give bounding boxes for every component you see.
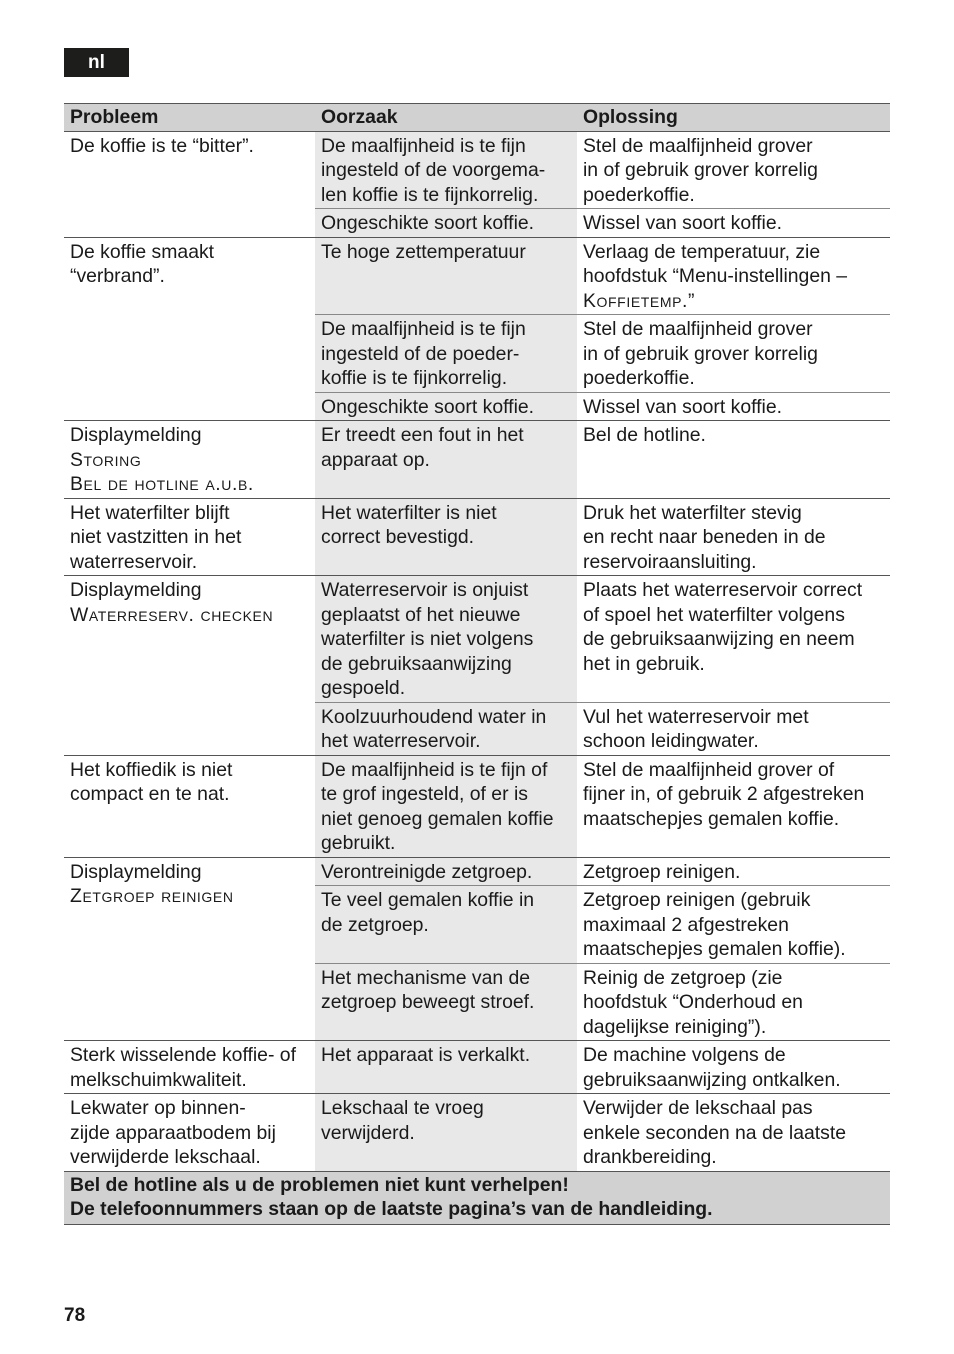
solution-text: Plaats het waterreservoir correct [583, 579, 863, 601]
solution-text: hoofdstuk “Onderhoud en [583, 991, 803, 1013]
solution-text: in of gebruik grover korrelig [583, 159, 818, 181]
table-row [64, 1041, 890, 1094]
solution-text: reservoiraansluiting. [583, 550, 757, 573]
solution-text: De machine volgens de [583, 1044, 786, 1066]
cause-text: Ongeschikte soort koffie. [321, 395, 535, 418]
solution-text: schoon leidingwater. [583, 730, 759, 752]
solution-text: Wissel van soort koffie. [583, 395, 783, 418]
solution-text: Koffietemp.” [583, 289, 696, 312]
cause-text: het waterreservoir. [321, 730, 481, 752]
problem-text: Displaymelding [70, 424, 202, 446]
solution-text: Zetgroep reinigen (gebruik [583, 889, 811, 911]
problem-text: zijde apparaatbodem bij [70, 1121, 276, 1144]
solution-cell [577, 237, 890, 315]
cause-cell [315, 498, 577, 576]
table-row [64, 857, 890, 886]
solution-text: maatschepjes gemalen koffie). [583, 938, 846, 960]
cause-text: ingesteld of de poeder- [321, 342, 520, 365]
solution-text: Wissel van soort koffie. [583, 212, 783, 234]
problem-cell [64, 131, 315, 237]
solution-text: Bel de hotline. [583, 424, 706, 446]
hotline-note [64, 1171, 890, 1224]
cause-text: verwijderd. [321, 1121, 415, 1144]
solution-text: drankbereiding. [583, 1146, 717, 1168]
cause-cell [315, 1041, 577, 1094]
solution-text: Verwijder de lekschaal pas [583, 1097, 813, 1119]
solution-cell [577, 498, 890, 576]
cause-text: gebruikt. [321, 832, 396, 854]
cause-cell [315, 315, 577, 393]
solution-cell [577, 963, 890, 1041]
cause-cell [315, 392, 577, 421]
cause-text: De maalfijnheid is te fijn [321, 318, 526, 340]
problem-text: Het koffiedik is niet [70, 758, 233, 781]
solution-text: enkele seconden na de laatste [583, 1121, 847, 1144]
solution-cell [577, 209, 890, 238]
solution-text: gebruiksaanwijzing ontkalken. [583, 1068, 841, 1091]
cause-text: correct bevestigd. [321, 526, 475, 548]
solution-text: Stel de maalfijnheid grover of [583, 758, 835, 781]
solution-text: het in gebruik. [583, 652, 705, 675]
solution-text: fijner in, of gebruik 2 afgestreken [583, 783, 865, 805]
language-tag: nl [64, 48, 129, 77]
problem-cell [64, 421, 315, 499]
cause-text: ingesteld of de voorgema- [321, 159, 546, 181]
cause-text: de zetgroep. [321, 913, 429, 936]
problem-text: Sterk wisselende koffie- of [70, 1044, 296, 1066]
solution-text: poederkoffie. [583, 183, 695, 206]
cause-text: niet genoeg gemalen koffie [321, 807, 554, 830]
table-row [64, 1094, 890, 1172]
table-row [64, 498, 890, 576]
cause-text: gespoeld. [321, 677, 406, 699]
cause-text: Te veel gemalen koffie in [321, 889, 535, 911]
cause-cell [315, 421, 577, 499]
solution-cell [577, 857, 890, 886]
cause-text: Te hoge zettemperatuur [321, 240, 526, 263]
cause-text: Er treedt een fout in het [321, 424, 524, 446]
cause-text: len koffie is te fijnkorrelig. [321, 183, 539, 206]
cause-cell [315, 857, 577, 886]
cause-text: Lekschaal te vroeg [321, 1097, 484, 1119]
cause-cell [315, 131, 577, 209]
cause-text: Verontreinigde zetgroep. [321, 860, 533, 883]
problem-text: verwijderde lekschaal. [70, 1146, 261, 1168]
problem-text: niet vastzitten in het [70, 526, 242, 548]
cause-text: koffie is te fijnkorrelig. [321, 367, 508, 389]
problem-text: waterreservoir. [70, 550, 198, 573]
table-footer-row [64, 1171, 890, 1224]
cause-text: de gebruiksaanwijzing [321, 652, 512, 675]
column-header-problem: Probleem [64, 104, 315, 132]
solution-cell [577, 1041, 890, 1094]
problem-text: Het waterfilter blijft [70, 501, 230, 524]
display-message-text: Storing [70, 448, 142, 471]
solution-text: dagelijkse reiniging”). [583, 1015, 767, 1038]
cause-text: Ongeschikte soort koffie. [321, 212, 535, 234]
cause-text: Waterreservoir is onjuist [321, 579, 529, 601]
cause-text: geplaatst of het nieuwe [321, 603, 521, 626]
solution-text: en recht naar beneden in de [583, 526, 826, 548]
column-header-solution: Oplossing [577, 104, 890, 132]
table-row [64, 131, 890, 209]
troubleshooting-table [64, 103, 890, 1225]
problem-text: Displaymelding [70, 579, 202, 601]
solution-text: Vul het waterreservoir met [583, 705, 809, 728]
solution-text: poederkoffie. [583, 367, 695, 389]
solution-text: Reinig de zetgroep (zie [583, 966, 783, 989]
problem-text: melkschuimkwaliteit. [70, 1068, 247, 1091]
problem-cell [64, 576, 315, 756]
problem-cell [64, 1094, 315, 1172]
cause-cell [315, 576, 577, 703]
cause-text: De maalfijnheid is te fijn [321, 134, 526, 157]
solution-cell [577, 131, 890, 209]
display-message-text: Waterreserv. checken [70, 603, 274, 626]
solution-cell [577, 576, 890, 703]
cause-text: zetgroep beweegt stroef. [321, 991, 535, 1013]
solution-text: maximaal 2 afgestreken [583, 913, 789, 936]
solution-cell [577, 886, 890, 964]
page-number: 78 [64, 1305, 86, 1326]
solution-cell [577, 421, 890, 499]
table-header-row [64, 104, 890, 132]
cause-text: De maalfijnheid is te fijn of [321, 758, 548, 781]
cause-cell [315, 237, 577, 315]
table-row [64, 237, 890, 315]
hotline-note-line: Bel de hotline als u de problemen niet kunt verhelpen! [70, 1173, 569, 1196]
solution-text: de gebruiksaanwijzing en neem [583, 628, 855, 650]
solution-text: Stel de maalfijnheid grover [583, 134, 813, 157]
cause-cell [315, 209, 577, 238]
solution-text: hoofdstuk “Menu-instellingen – [583, 265, 848, 287]
solution-cell [577, 392, 890, 421]
solution-text: Verlaag de temperatuur, zie [583, 240, 821, 263]
display-message-text: Bel de hotline a.u.b. [70, 473, 254, 495]
table-row [64, 421, 890, 499]
solution-text: Stel de maalfijnheid grover [583, 318, 813, 340]
cause-cell [315, 1094, 577, 1172]
column-header-cause: Oorzaak [315, 104, 577, 132]
hotline-note-line: De telefoonnummers staan op de laatste pagina’s van de handleiding. [70, 1198, 713, 1220]
cause-text: Het apparaat is verkalkt. [321, 1044, 531, 1066]
cause-cell [315, 963, 577, 1041]
cause-cell [315, 702, 577, 755]
cause-text: Koolzuurhoudend water in [321, 705, 547, 728]
cause-text: Het waterfilter is niet [321, 501, 497, 524]
problem-text: De koffie is te “bitter”. [70, 134, 254, 157]
table-row [64, 576, 890, 703]
solution-cell [577, 315, 890, 393]
cause-text: apparaat op. [321, 448, 430, 471]
cause-text: waterfilter is niet volgens [321, 628, 534, 650]
cause-text: Het mechanisme van de [321, 966, 531, 989]
solution-text: Druk het waterfilter stevig [583, 501, 802, 524]
solution-text: in of gebruik grover korrelig [583, 342, 818, 365]
problem-cell [64, 755, 315, 857]
solution-text: Zetgroep reinigen. [583, 860, 741, 883]
solution-text: maatschepjes gemalen koffie. [583, 807, 840, 830]
problem-text: compact en te nat. [70, 783, 230, 805]
display-message-text: Zetgroep reinigen [70, 885, 234, 907]
solution-cell [577, 1094, 890, 1172]
problem-cell [64, 498, 315, 576]
solution-text: of spoel het waterfilter volgens [583, 603, 845, 626]
solution-cell [577, 755, 890, 857]
table-row [64, 755, 890, 857]
problem-text: “verbrand”. [70, 265, 165, 287]
cause-cell [315, 886, 577, 964]
cause-cell [315, 755, 577, 857]
problem-cell [64, 1041, 315, 1094]
problem-cell [64, 857, 315, 1041]
solution-cell [577, 702, 890, 755]
cause-text: te grof ingesteld, of er is [321, 783, 528, 805]
problem-text: Lekwater op binnen- [70, 1097, 246, 1119]
problem-text: Displaymelding [70, 860, 202, 883]
problem-text: De koffie smaakt [70, 240, 215, 263]
problem-cell [64, 237, 315, 421]
